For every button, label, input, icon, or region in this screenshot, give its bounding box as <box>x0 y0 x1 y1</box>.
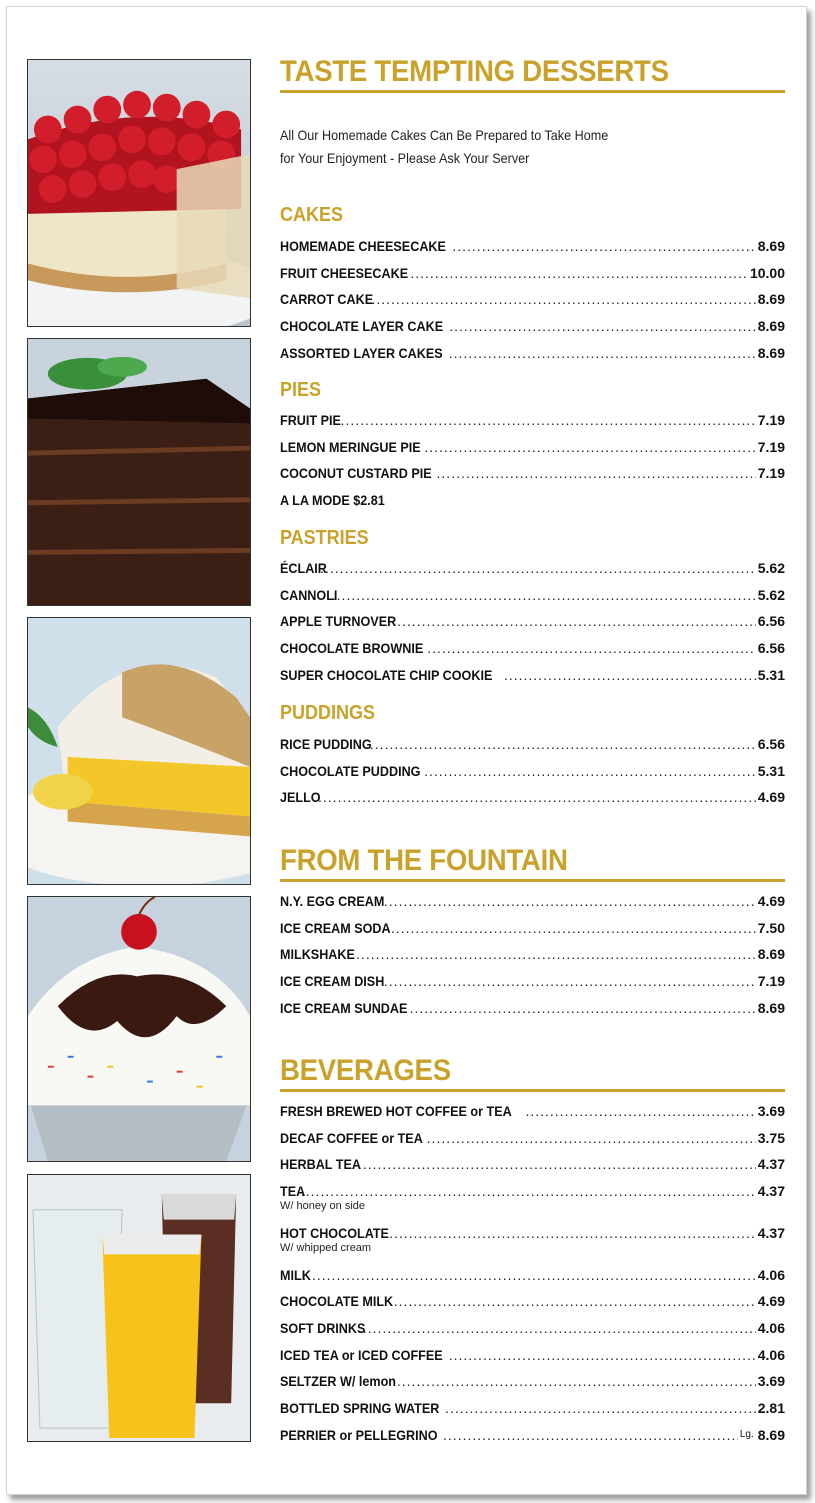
menu-item-price: 5.31 <box>757 762 785 779</box>
dot-leader <box>384 973 756 989</box>
menu-item <box>280 996 785 1016</box>
menu-item <box>280 916 785 936</box>
menu-item-price: 3.75 <box>757 1129 785 1146</box>
dot-leader <box>449 1347 756 1363</box>
menu-item-name: LEMON MERINGUE PIE <box>280 438 421 455</box>
menu-item-price: 4.37 <box>757 1224 785 1241</box>
menu-item-price: 4.06 <box>757 1319 785 1336</box>
menu-item-price: 8.69 <box>757 318 785 335</box>
menu-item <box>280 408 785 428</box>
menu-item <box>280 556 785 576</box>
menu-item-price: 7.19 <box>757 973 785 990</box>
menu-item <box>280 1369 785 1389</box>
menu-item-price: 10.00 <box>749 264 785 281</box>
dot-leader <box>437 465 756 481</box>
menu-item-price: 6.56 <box>757 640 785 657</box>
menu-item-name: CHOCOLATE LAYER CAKE <box>280 318 444 335</box>
dot-leader <box>336 412 756 428</box>
menu-item <box>280 663 785 683</box>
dot-leader <box>427 1130 756 1146</box>
menu-item-name: N.Y. EGG CREAM <box>280 893 385 909</box>
menu-item-price: 8.69 <box>757 291 785 308</box>
menu-item-price: 6.56 <box>757 613 785 630</box>
menu-item-name: MILKSHAKE <box>280 946 355 963</box>
menu-item-name: SELTZER W/ lemon <box>280 1373 396 1390</box>
menu-item-name: FRESH BREWED HOT COFFEE or TEA <box>280 1103 512 1119</box>
menu-item-price: 6.56 <box>757 736 785 752</box>
menu-item-note: W/ whipped cream <box>280 1241 372 1254</box>
menu-item-name: ICE CREAM SODA <box>280 919 391 936</box>
menu-item-price: 4.37 <box>757 1156 785 1173</box>
menu-item-name: SOFT DRINKS <box>280 1319 366 1336</box>
menu-item-name: ICE CREAM DISH <box>280 973 385 990</box>
menu-item-price: 8.69 <box>757 999 785 1016</box>
menu-item <box>280 1179 785 1199</box>
menu-item-price: 5.62 <box>757 560 785 576</box>
menu-item <box>280 261 785 281</box>
dot-leader <box>449 318 756 334</box>
menu-item-name: BOTTLED SPRING WATER <box>280 1400 440 1416</box>
dot-leader <box>302 1267 756 1283</box>
menu-item-price: 3.69 <box>757 1373 785 1390</box>
dot-leader <box>370 736 756 752</box>
menu-item <box>280 1126 785 1146</box>
menu-item <box>280 1343 785 1363</box>
menu-item <box>280 461 785 481</box>
menu-item-name: FRUIT PIE <box>280 412 341 428</box>
dot-leader <box>320 560 756 576</box>
dot-leader <box>391 920 756 936</box>
beverages-heading: BEVERAGES <box>280 1055 785 1092</box>
dot-leader <box>389 1225 756 1241</box>
dot-leader <box>397 613 756 629</box>
desserts-heading: TASTE TEMPTING DESSERTS <box>280 56 785 93</box>
menu-item-name: MILK <box>280 1266 311 1283</box>
dot-leader <box>371 291 755 307</box>
menu-item-price: 8.69 <box>757 1426 785 1443</box>
menu-item <box>280 785 785 805</box>
chocolate-cake-photo <box>27 338 251 606</box>
menu-item <box>280 1221 785 1241</box>
menu-item-price: 4.69 <box>757 893 785 909</box>
dot-leader <box>452 238 755 254</box>
menu-item <box>280 1423 785 1443</box>
menu-item <box>280 1289 785 1309</box>
intro-text: All Our Homemade Cakes Can Be Prepared to Take Home for Your Enjoyment - Please Ask Your Server <box>280 127 609 166</box>
menu-item <box>280 583 785 603</box>
menu-item-price: 4.06 <box>757 1266 785 1283</box>
menu-item-name: ICED TEA or ICED COFFEE <box>280 1346 443 1363</box>
menu-item-note: W/ honey on side <box>280 1200 365 1213</box>
menu-item <box>280 969 785 989</box>
menu-item-name: CARROT CAKE <box>280 291 374 308</box>
menu-item-name: ASSORTED LAYER CAKES <box>280 344 443 361</box>
drinks-photo <box>27 1174 251 1442</box>
menu-item-name: HOMEMADE CHEESECAKE <box>280 238 446 254</box>
menu-item-name: ÉCLAIR <box>280 560 327 576</box>
menu-item-name: FRUIT CHEESECAKE <box>280 264 409 281</box>
menu-item-price: 3.69 <box>757 1103 785 1119</box>
menu-item-name: CANNOLI <box>280 586 338 603</box>
menu-item-price: 8.69 <box>757 344 785 361</box>
menu-item-name: CHOCOLATE MILK <box>280 1293 394 1310</box>
menu-item-name: JELLO <box>280 789 321 806</box>
menu-item-price: 5.62 <box>757 586 785 603</box>
menu-item <box>280 287 785 307</box>
menu-item-name: RICE PUDDING <box>280 736 372 752</box>
menu-item <box>280 1152 785 1172</box>
dot-leader <box>410 265 748 281</box>
dot-leader <box>351 946 756 962</box>
dot-leader <box>504 667 756 683</box>
menu-item-name: PERRIER or PELLEGRINO <box>280 1426 438 1443</box>
dot-leader <box>384 893 756 909</box>
dot-leader <box>332 587 756 603</box>
category-puddings: PUDDINGS <box>280 702 376 724</box>
menu-item-price: 2.81 <box>757 1400 785 1416</box>
menu-item-name: ICE CREAM SUNDAE <box>280 999 408 1016</box>
pies-note: A LA MODE $2.81 <box>280 492 385 508</box>
menu-item-price: 4.06 <box>757 1346 785 1363</box>
fountain-heading: FROM THE FOUNTAIN <box>280 845 785 882</box>
dot-leader <box>445 1400 756 1416</box>
menu-item <box>280 942 785 962</box>
dot-leader <box>424 439 755 455</box>
category-cakes: CAKES <box>280 204 344 226</box>
dot-leader <box>358 1156 756 1172</box>
menu-item <box>280 341 785 361</box>
menu-item <box>280 435 785 455</box>
menu-item <box>280 1099 785 1119</box>
lemon-meringue-photo <box>27 617 251 885</box>
menu-item-price: 7.19 <box>757 412 785 428</box>
dot-leader <box>410 1000 756 1016</box>
dot-leader <box>363 1320 756 1336</box>
dot-leader <box>525 1103 755 1119</box>
menu-item-price: 7.50 <box>757 919 785 936</box>
menu-item <box>280 1396 785 1416</box>
menu-item-price: 4.69 <box>757 1293 785 1310</box>
menu-item-size: Lg. <box>739 1428 754 1440</box>
menu-item-name: APPLE TURNOVER <box>280 613 397 630</box>
menu-item-name: COCONUT CUSTARD PIE <box>280 465 432 482</box>
menu-item <box>280 234 785 254</box>
menu-item-name: DECAF COFFEE or TEA <box>280 1129 423 1146</box>
menu-item-price: 4.69 <box>757 789 785 806</box>
dot-leader <box>296 1183 756 1199</box>
menu-item-price: 4.37 <box>757 1183 785 1200</box>
menu-item-price: 5.31 <box>757 666 785 683</box>
menu-item <box>280 314 785 334</box>
menu-item <box>280 889 785 909</box>
dot-leader <box>424 763 756 779</box>
category-pastries: PASTRIES <box>280 527 369 549</box>
dot-leader <box>313 789 756 805</box>
menu-item-name: CHOCOLATE PUDDING <box>280 762 421 779</box>
menu-item <box>280 636 785 656</box>
menu-item-name: HERBAL TEA <box>280 1156 361 1173</box>
menu-item <box>280 1316 785 1336</box>
cheesecake-photo <box>27 59 251 327</box>
menu-item-price: 8.69 <box>757 238 785 254</box>
dot-leader <box>449 345 756 361</box>
dot-leader <box>394 1293 756 1309</box>
menu-item-price: 8.69 <box>757 946 785 963</box>
menu-item <box>280 609 785 629</box>
menu-item <box>280 759 785 779</box>
menu-item-name: SUPER CHOCOLATE CHIP COOKIE <box>280 666 493 683</box>
category-pies: PIES <box>280 379 322 401</box>
menu-item <box>280 1263 785 1283</box>
sundae-photo <box>27 896 251 1162</box>
dot-leader <box>427 640 756 656</box>
menu-item-name: TEA <box>280 1183 306 1200</box>
menu-item <box>280 732 785 752</box>
menu-item-name: CHOCOLATE BROWNIE <box>280 640 424 657</box>
dot-leader <box>443 1427 738 1443</box>
menu-item-price: 7.19 <box>757 465 785 482</box>
dot-leader <box>397 1373 756 1389</box>
menu-item-name: HOT CHOCOLATE <box>280 1224 389 1241</box>
menu-item-price: 7.19 <box>757 438 785 455</box>
